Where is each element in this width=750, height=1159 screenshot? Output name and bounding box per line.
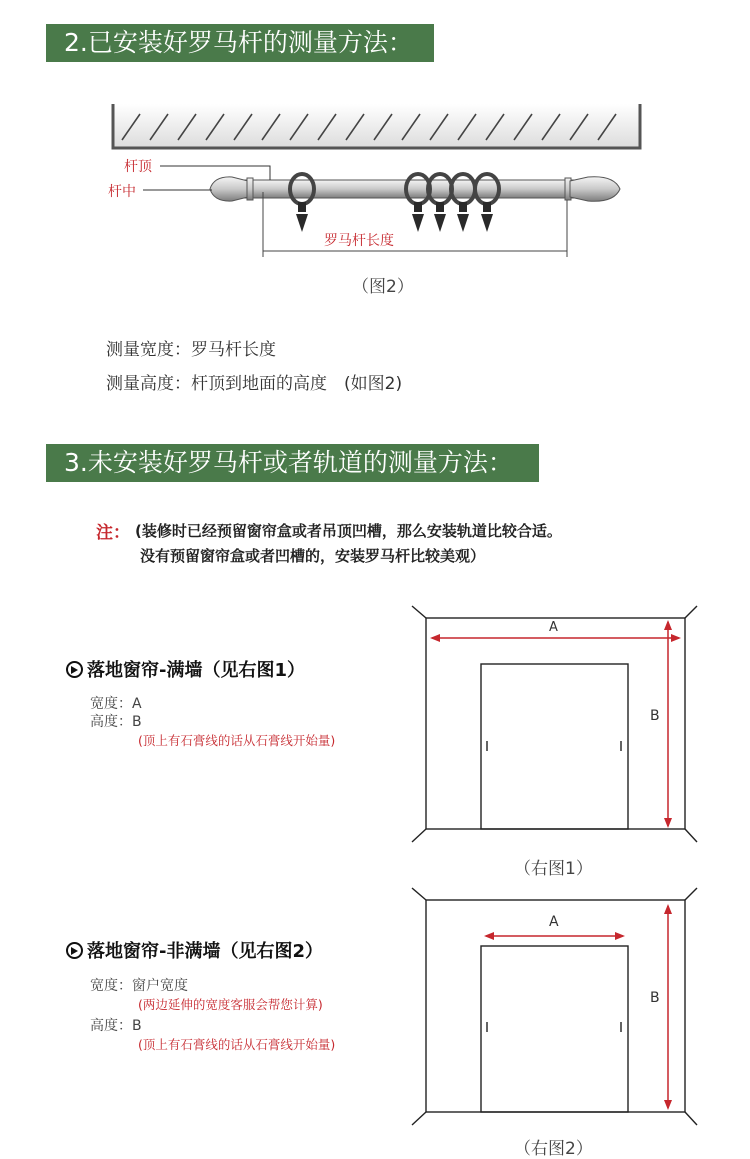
measure-height-text: 测量高度：杆顶到地面的高度 (如图2) bbox=[106, 374, 403, 394]
rod-top-label: 杆顶 bbox=[124, 159, 152, 175]
curtain-rod-diagram bbox=[0, 0, 750, 300]
roman-rod bbox=[210, 177, 620, 202]
measure-width-text: 测量宽度：罗马杆长度 bbox=[106, 340, 276, 360]
rod-length-label: 罗马杆长度 bbox=[322, 230, 396, 250]
case1-height: 高度：B bbox=[90, 714, 142, 730]
case2-heading-text: 落地窗帘-非满墙（见右图2） bbox=[87, 941, 323, 962]
case2-label-b: B bbox=[650, 990, 660, 1006]
note-prefix: 注： bbox=[96, 523, 130, 543]
note-line-1: (装修时已经预留窗帘盒或者吊顶凹槽，那么安装轨道比较合适。 bbox=[135, 522, 562, 540]
case1-height-note: (顶上有石膏线的话从石膏线开始量) bbox=[138, 733, 336, 748]
figure-right-1-caption: （右图1） bbox=[514, 859, 593, 879]
full-wall-diagram bbox=[0, 600, 750, 860]
case1-label-a: A bbox=[549, 620, 558, 635]
figure-2-caption: （图2） bbox=[352, 277, 414, 297]
rod-middle-label: 杆中 bbox=[108, 184, 136, 200]
section-title-not-installed: 3.未安装好罗马杆或者轨道的测量方法： bbox=[46, 444, 539, 482]
case2-label-a: A bbox=[549, 914, 559, 930]
case2-width: 宽度：窗户宽度 bbox=[90, 978, 188, 994]
case1-width: 宽度：A bbox=[90, 696, 142, 712]
ring-clips bbox=[296, 202, 493, 232]
case2-height-note: (顶上有石膏线的话从石膏线开始量) bbox=[138, 1037, 336, 1052]
ceiling-shape bbox=[113, 104, 640, 148]
case1-label-b: B bbox=[650, 708, 660, 724]
case1-heading-text: 落地窗帘-满墙（见右图1） bbox=[87, 660, 305, 681]
partial-wall-diagram bbox=[0, 880, 750, 1140]
section-title-installed-rod: 2.已安装好罗马杆的测量方法： bbox=[46, 24, 434, 62]
figure-right-2-caption: （右图2） bbox=[514, 1139, 593, 1159]
case2-height: 高度：B bbox=[90, 1018, 142, 1034]
note-line-2: 没有预留窗帘盒或者凹槽的，安装罗马杆比较美观） bbox=[140, 547, 486, 565]
case2-width-note: (两边延伸的宽度客服会帮您计算) bbox=[138, 997, 323, 1012]
